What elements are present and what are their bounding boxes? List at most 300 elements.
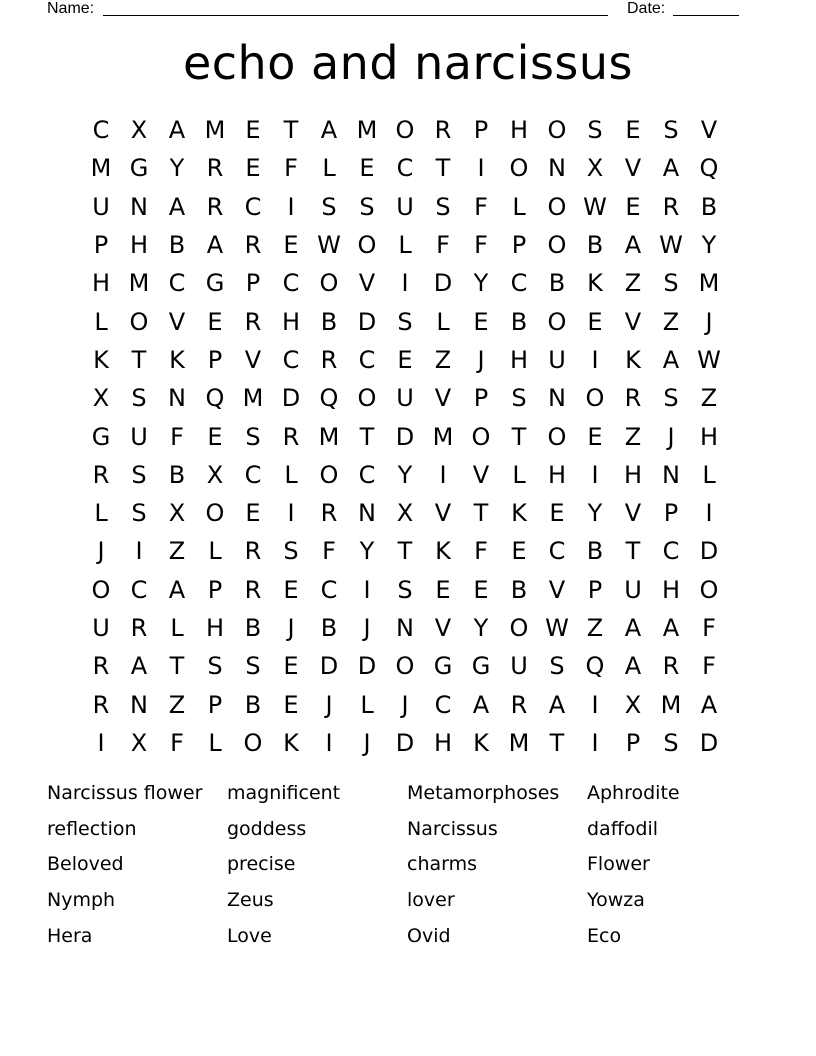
grid-letter: C	[548, 537, 566, 566]
grid-letter: N	[168, 384, 186, 413]
name-label: Name:	[47, 0, 95, 17]
grid-letter: N	[130, 192, 148, 221]
grid-letter: P	[511, 231, 527, 260]
grid-letter: S	[663, 269, 679, 298]
name-field-line[interactable]	[103, 15, 608, 16]
grid-letter: W	[317, 231, 341, 260]
grid-letter: Y	[397, 460, 413, 489]
grid-letter: L	[360, 690, 374, 719]
grid-letter: U	[92, 192, 110, 221]
header	[0, 0, 816, 20]
grid-letter: V	[358, 269, 376, 298]
grid-letter: O	[395, 652, 415, 681]
grid-letter: T	[511, 422, 527, 451]
grid-letter: B	[320, 307, 338, 336]
grid-letter: R	[282, 422, 300, 451]
grid-letter: Z	[586, 614, 604, 642]
grid-letter: M	[318, 422, 340, 451]
grid-letter: L	[284, 460, 298, 489]
grid-letter: C	[358, 345, 376, 374]
grid-letter: R	[662, 192, 680, 221]
grid-letter: Z	[434, 345, 452, 374]
grid-letter: B	[510, 307, 528, 336]
grid-letter: A	[168, 192, 186, 221]
grid-letter: C	[282, 269, 300, 298]
grid-letter: C	[130, 575, 148, 604]
grid-letter: F	[284, 154, 298, 183]
grid-letter: J	[477, 345, 485, 374]
grid-letter: D	[395, 422, 415, 451]
grid-letter: M	[508, 728, 530, 757]
grid-letter: S	[245, 422, 261, 451]
grid-letter: H	[661, 575, 681, 604]
grid-letter: W	[697, 345, 721, 374]
grid-letter: E	[283, 575, 299, 604]
grid-letter: E	[207, 422, 223, 451]
grid-letter: Q	[699, 154, 719, 183]
grid-letter: C	[282, 345, 300, 374]
page-title: echo and narcissus	[182, 36, 634, 90]
grid-letter: F	[322, 537, 336, 566]
word-list-item: reflection	[47, 817, 137, 840]
grid-letter: V	[434, 499, 452, 528]
grid-letter: J	[401, 690, 409, 719]
grid-letter: L	[436, 307, 450, 336]
grid-letter: S	[245, 652, 261, 681]
word-list-item: Love	[227, 925, 272, 948]
grid-letter: G	[91, 422, 111, 451]
grid-letter: A	[662, 345, 680, 374]
grid-letter: H	[509, 345, 529, 374]
grid-letter: D	[395, 728, 415, 757]
grid-letter: F	[474, 537, 488, 566]
grid-letter: K	[511, 499, 527, 528]
grid-letter: A	[624, 231, 642, 260]
grid-letter: G	[205, 269, 225, 298]
grid-letter: C	[358, 460, 376, 489]
grid-letter: Y	[169, 154, 185, 183]
grid-letter: J	[325, 690, 333, 719]
grid-letter: A	[548, 690, 566, 719]
word-list-item: Metamorphoses	[407, 781, 560, 804]
word-list-item: Zeus	[227, 889, 274, 912]
grid-letter: V	[700, 116, 718, 145]
grid-letter: V	[434, 614, 452, 642]
grid-letter: R	[662, 652, 680, 681]
grid-letter: I	[287, 192, 295, 221]
grid-letter: A	[168, 116, 186, 145]
grid-letter: O	[319, 460, 339, 489]
grid-letter: F	[170, 728, 184, 757]
grid-letter: N	[548, 384, 566, 413]
grid-letter: V	[624, 499, 642, 528]
grid-letter: S	[549, 652, 565, 681]
grid-letter: E	[473, 307, 489, 336]
grid-letter: S	[587, 116, 603, 145]
grid-letter: T	[435, 154, 451, 183]
grid-letter: O	[243, 728, 263, 757]
grid-letter: E	[587, 422, 603, 451]
grid-letter: P	[473, 116, 489, 145]
grid-letter: H	[699, 422, 719, 451]
grid-letter: K	[473, 728, 489, 757]
grid-letter: Y	[587, 499, 603, 528]
grid-letter: P	[625, 728, 641, 757]
grid-letter: Z	[624, 269, 642, 298]
word-search-grid	[82, 111, 728, 762]
grid-letter: D	[357, 652, 377, 681]
grid-letter: H	[623, 460, 643, 489]
grid-letter: R	[92, 690, 110, 719]
grid-letter: O	[129, 307, 149, 336]
grid-letter: S	[359, 192, 375, 221]
grid-letter: T	[549, 728, 565, 757]
grid-letter: S	[207, 652, 223, 681]
grid-letter: M	[242, 384, 264, 413]
grid-letter: T	[397, 537, 413, 566]
grid-letter: J	[705, 307, 713, 336]
grid-letter: X	[624, 690, 642, 719]
grid-letter: D	[699, 728, 719, 757]
grid-letter: I	[705, 499, 713, 528]
grid-letter: R	[130, 614, 148, 642]
grid-letter: G	[471, 652, 491, 681]
grid-letter: I	[325, 728, 333, 757]
grid-letter: B	[586, 537, 604, 566]
grid-letter: Q	[319, 384, 339, 413]
grid-letter: C	[168, 269, 186, 298]
grid-letter: B	[244, 614, 262, 642]
grid-letter: A	[624, 652, 642, 681]
grid-letter: L	[170, 614, 184, 642]
grid-letter: M	[356, 116, 378, 145]
grid-letter: P	[663, 499, 679, 528]
grid-letter: P	[207, 345, 223, 374]
grid-letter: P	[93, 231, 109, 260]
grid-letter: Z	[700, 384, 718, 413]
grid-letter: P	[207, 575, 223, 604]
word-list-item: Eco	[587, 925, 622, 948]
grid-letter: E	[397, 345, 413, 374]
grid-letter: Y	[473, 614, 489, 642]
grid-letter: T	[283, 116, 299, 145]
grid-letter: P	[473, 384, 489, 413]
grid-letter: B	[586, 231, 604, 260]
grid-letter: M	[90, 154, 112, 183]
grid-letter: H	[433, 728, 453, 757]
grid-letter: X	[130, 728, 148, 757]
grid-letter: J	[287, 614, 295, 642]
grid-letter: D	[433, 269, 453, 298]
word-list-item: daffodil	[587, 817, 659, 840]
grid-letter: Q	[205, 384, 225, 413]
grid-letter: K	[169, 345, 185, 374]
grid-letter: A	[700, 690, 718, 719]
grid-letter: M	[204, 116, 226, 145]
grid-letter: L	[512, 460, 526, 489]
grid-letter: O	[357, 384, 377, 413]
word-list-item: magnificent	[227, 781, 341, 804]
grid-letter: U	[624, 575, 642, 604]
word-list-item: Narcissus flower	[47, 781, 203, 804]
grid-letter: V	[624, 154, 642, 183]
grid-letter: H	[509, 116, 529, 145]
grid-letter: F	[170, 422, 184, 451]
grid-letter: W	[583, 192, 607, 221]
word-list-item: Yowza	[587, 889, 645, 912]
grid-letter: C	[92, 116, 110, 145]
grid-letter: S	[131, 499, 147, 528]
grid-letter: S	[397, 575, 413, 604]
grid-letter: R	[320, 345, 338, 374]
grid-letter: B	[168, 231, 186, 260]
word-list-item: Flower	[587, 853, 650, 876]
grid-letter: D	[699, 537, 719, 566]
grid-letter: O	[547, 307, 567, 336]
grid-letter: B	[320, 614, 338, 642]
grid-letter: E	[625, 116, 641, 145]
grid-letter: R	[244, 575, 262, 604]
grid-letter: C	[396, 154, 414, 183]
grid-letter: L	[94, 499, 108, 528]
grid-letter: U	[548, 345, 566, 374]
grid-letter: R	[92, 460, 110, 489]
grid-letter: K	[625, 345, 641, 374]
grid-letter: D	[319, 652, 339, 681]
grid-letter: J	[363, 728, 371, 757]
grid-letter: L	[208, 537, 222, 566]
grid-letter: C	[510, 269, 528, 298]
grid-letter: S	[283, 537, 299, 566]
grid-letter: T	[473, 499, 489, 528]
grid-letter: I	[135, 537, 143, 566]
grid-letter: B	[510, 575, 528, 604]
grid-letter: T	[131, 345, 147, 374]
grid-letter: L	[512, 192, 526, 221]
word-list-item: lover	[407, 889, 455, 912]
grid-letter: U	[130, 422, 148, 451]
grid-letter: E	[283, 652, 299, 681]
grid-letter: I	[591, 345, 599, 374]
grid-letter: E	[207, 307, 223, 336]
grid-letter: Y	[359, 537, 375, 566]
grid-letter: O	[509, 614, 529, 642]
grid-letter: C	[244, 192, 262, 221]
grid-letter: E	[245, 154, 261, 183]
grid-letter: M	[128, 269, 150, 298]
grid-letter: R	[320, 499, 338, 528]
word-list-item: precise	[227, 853, 296, 876]
grid-letter: V	[244, 345, 262, 374]
grid-letter: H	[91, 269, 111, 298]
grid-letter: A	[320, 116, 338, 145]
grid-letter: L	[94, 307, 108, 336]
grid-letter: T	[625, 537, 641, 566]
grid-letter: N	[396, 614, 414, 642]
grid-letter: X	[130, 116, 148, 145]
grid-letter: B	[244, 690, 262, 719]
grid-letter: K	[283, 728, 299, 757]
grid-letter: R	[510, 690, 528, 719]
grid-letter: O	[91, 575, 111, 604]
grid-letter: J	[363, 614, 371, 642]
grid-letter: H	[129, 231, 149, 260]
grid-letter: D	[357, 307, 377, 336]
grid-letter: V	[548, 575, 566, 604]
word-list-item: Nymph	[47, 889, 116, 912]
grid-letter: G	[433, 652, 453, 681]
grid-letter: C	[320, 575, 338, 604]
grid-letter: O	[319, 269, 339, 298]
grid-letter: K	[587, 269, 603, 298]
grid-letter: O	[547, 231, 567, 260]
grid-letter: L	[398, 231, 412, 260]
word-list-item: charms	[407, 853, 478, 876]
grid-letter: X	[586, 154, 604, 183]
grid-letter: A	[206, 231, 224, 260]
grid-letter: R	[206, 192, 224, 221]
grid-letter: I	[97, 728, 105, 757]
grid-letter: U	[92, 614, 110, 642]
grid-letter: A	[662, 614, 680, 642]
grid-letter: C	[244, 460, 262, 489]
grid-letter: A	[472, 690, 490, 719]
grid-letter: S	[131, 460, 147, 489]
grid-letter: K	[93, 345, 109, 374]
grid-letter: R	[244, 231, 262, 260]
grid-letter: I	[591, 728, 599, 757]
grid-letter: E	[359, 154, 375, 183]
grid-letter: S	[131, 384, 147, 413]
grid-letter: L	[322, 154, 336, 183]
grid-letter: O	[547, 116, 567, 145]
grid-letter: R	[624, 384, 642, 413]
grid-letter: E	[587, 307, 603, 336]
grid-letter: H	[547, 460, 567, 489]
grid-letter: W	[659, 231, 683, 260]
grid-letter: M	[660, 690, 682, 719]
grid-letter: R	[92, 652, 110, 681]
word-list-item: Narcissus	[407, 817, 498, 840]
date-field-line[interactable]	[673, 15, 739, 16]
grid-letter: X	[168, 499, 186, 528]
grid-letter: O	[547, 422, 567, 451]
grid-letter: E	[511, 537, 527, 566]
grid-letter: S	[397, 307, 413, 336]
grid-letter: U	[510, 652, 528, 681]
grid-letter: I	[591, 690, 599, 719]
grid-letter: E	[473, 575, 489, 604]
grid-letter: I	[363, 575, 371, 604]
grid-letter: S	[663, 116, 679, 145]
grid-letter: Z	[662, 307, 680, 336]
word-list-item: Ovid	[407, 925, 451, 948]
grid-letter: C	[662, 537, 680, 566]
grid-letter: C	[434, 690, 452, 719]
grid-letter: R	[206, 154, 224, 183]
grid-letter: A	[624, 614, 642, 642]
grid-letter: O	[547, 192, 567, 221]
grid-letter: N	[130, 690, 148, 719]
grid-letter: E	[549, 499, 565, 528]
grid-letter: O	[357, 231, 377, 260]
grid-letter: N	[358, 499, 376, 528]
grid-letter: H	[205, 614, 225, 642]
grid-letter: Y	[701, 231, 717, 260]
grid-letter: S	[321, 192, 337, 221]
grid-letter: E	[283, 690, 299, 719]
grid-letter: D	[281, 384, 301, 413]
word-list-item: Aphrodite	[587, 781, 680, 804]
grid-letter: N	[548, 154, 566, 183]
grid-letter: R	[434, 116, 452, 145]
grid-letter: E	[245, 499, 261, 528]
grid-letter: L	[208, 728, 222, 757]
grid-letter: E	[625, 192, 641, 221]
grid-letter: Z	[168, 690, 186, 719]
grid-letter: E	[283, 231, 299, 260]
grid-letter: W	[545, 614, 569, 642]
grid-letter: I	[287, 499, 295, 528]
grid-letter: F	[474, 192, 488, 221]
grid-letter: S	[511, 384, 527, 413]
grid-letter: H	[281, 307, 301, 336]
grid-letter: F	[702, 652, 716, 681]
grid-letter: N	[662, 460, 680, 489]
grid-letter: A	[130, 652, 148, 681]
grid-letter: F	[436, 231, 450, 260]
grid-letter: U	[396, 192, 414, 221]
grid-letter: B	[548, 269, 566, 298]
grid-letter: M	[432, 422, 454, 451]
grid-letter: V	[168, 307, 186, 336]
grid-letter: S	[663, 728, 679, 757]
grid-letter: O	[395, 116, 415, 145]
word-list-item: Beloved	[47, 853, 124, 876]
grid-letter: J	[97, 537, 105, 566]
grid-letter: Z	[624, 422, 642, 451]
grid-letter: V	[472, 460, 490, 489]
grid-letter: S	[663, 384, 679, 413]
grid-letter: S	[435, 192, 451, 221]
grid-letter: O	[509, 154, 529, 183]
grid-letter: O	[585, 384, 605, 413]
grid-letter: F	[702, 614, 716, 642]
grid-letter: V	[624, 307, 642, 336]
grid-letter: E	[435, 575, 451, 604]
grid-letter: R	[244, 537, 262, 566]
word-list-item: Hera	[47, 925, 93, 948]
grid-letter: A	[168, 575, 186, 604]
grid-letter: R	[244, 307, 262, 336]
grid-letter: K	[435, 537, 451, 566]
word-list	[47, 775, 767, 954]
grid-letter: I	[401, 269, 409, 298]
grid-letter: Q	[585, 652, 605, 681]
grid-letter: P	[587, 575, 603, 604]
grid-letter: I	[439, 460, 447, 489]
grid-letter: G	[129, 154, 149, 183]
grid-letter: X	[396, 499, 414, 528]
grid-letter: T	[169, 652, 185, 681]
grid-letter: Y	[473, 269, 489, 298]
grid-letter: F	[474, 231, 488, 260]
grid-letter: Z	[168, 537, 186, 566]
grid-letter: O	[699, 575, 719, 604]
date-label: Date:	[627, 0, 666, 17]
grid-letter: O	[205, 499, 225, 528]
grid-letter: V	[434, 384, 452, 413]
